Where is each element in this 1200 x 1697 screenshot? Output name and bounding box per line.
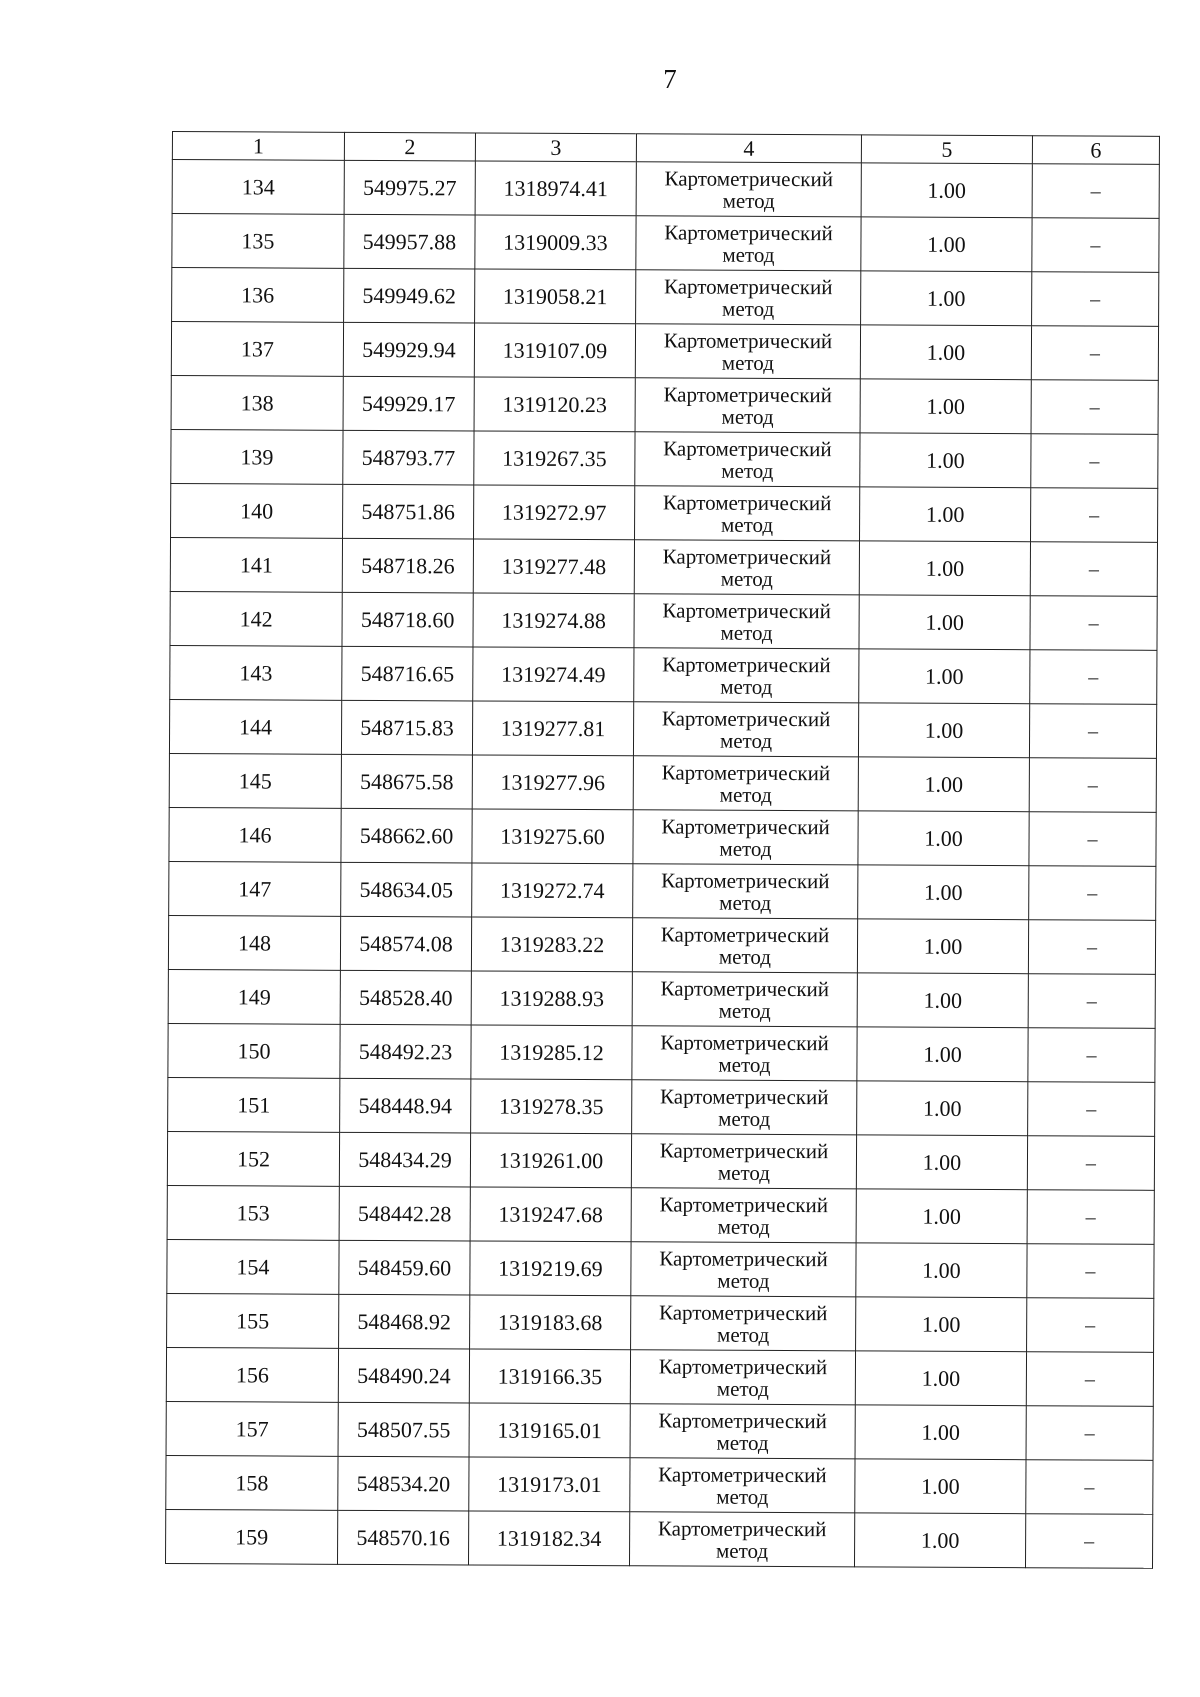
method-cell (634, 594, 859, 649)
note-cell: – (1026, 1406, 1153, 1461)
method-text: метод (718, 998, 771, 1023)
table-row (165, 1509, 1152, 1568)
accuracy-cell: 1.00 (856, 1135, 1027, 1190)
y-coordinate-cell: 1319272.74 (472, 863, 633, 918)
method-text: метод (717, 1160, 771, 1185)
point-number-cell: 137 (171, 322, 343, 377)
y-coordinate-cell: 1319277.48 (473, 539, 634, 594)
point-number-cell: 158 (166, 1455, 338, 1510)
y-coordinate-cell: 1319274.88 (473, 593, 634, 648)
method-text: метод (722, 242, 775, 267)
method-text: Картометрический (661, 867, 830, 893)
x-coordinate-cell: 548751.86 (343, 484, 474, 539)
note-cell: – (1028, 920, 1155, 975)
accuracy-cell: 1.00 (861, 271, 1032, 326)
method-text: метод (720, 674, 773, 699)
accuracy-cell: 1.00 (857, 1081, 1028, 1136)
table-row (167, 1131, 1154, 1190)
accuracy-cell: 1.00 (861, 163, 1032, 218)
header-col-5: 5 (861, 135, 1032, 164)
note-cell: – (1029, 758, 1156, 813)
point-number-cell: 152 (167, 1131, 339, 1186)
method-text: метод (721, 404, 774, 429)
method-cell (635, 378, 860, 433)
method-cell (630, 1458, 855, 1513)
y-coordinate-cell: 1319166.35 (469, 1349, 630, 1404)
y-coordinate-cell: 1319285.12 (471, 1025, 632, 1080)
method-cell (636, 162, 861, 217)
y-coordinate-cell: 1319182.34 (468, 1511, 629, 1566)
method-cell (630, 1404, 855, 1459)
table-row (168, 969, 1155, 1028)
table-row (171, 483, 1158, 542)
x-coordinate-cell: 548675.58 (341, 754, 472, 809)
x-coordinate-cell: 549975.27 (344, 160, 475, 215)
accuracy-cell: 1.00 (856, 1189, 1027, 1244)
note-cell: – (1029, 704, 1156, 759)
point-number-cell: 150 (168, 1023, 340, 1078)
header-col-2: 2 (344, 132, 475, 161)
y-coordinate-cell: 1319275.60 (472, 809, 633, 864)
table-row (167, 1239, 1154, 1298)
x-coordinate-cell: 549929.94 (343, 322, 474, 377)
x-coordinate-cell: 548507.55 (338, 1402, 469, 1457)
x-coordinate-cell: 548793.77 (343, 430, 474, 485)
note-cell: – (1025, 1514, 1152, 1569)
method-cell (634, 648, 859, 703)
method-cell (631, 1242, 856, 1297)
method-text: Картометрический (663, 381, 833, 407)
method-cell (635, 324, 860, 379)
method-text: метод (717, 1214, 770, 1239)
point-number-cell: 153 (167, 1185, 339, 1240)
y-coordinate-cell: 1319009.33 (475, 215, 636, 270)
point-number-cell: 136 (172, 268, 344, 323)
table-row (172, 268, 1159, 327)
method-text: Картометрический (662, 597, 831, 623)
table-row (166, 1401, 1153, 1460)
y-coordinate-cell: 1319267.35 (474, 431, 635, 486)
accuracy-cell: 1.00 (858, 865, 1029, 920)
method-text: Картометрический (658, 1407, 827, 1433)
y-coordinate-cell: 1319261.00 (470, 1133, 631, 1188)
method-text: метод (719, 782, 772, 807)
y-coordinate-cell: 1319277.96 (472, 755, 633, 810)
method-cell (632, 1080, 857, 1135)
point-number-cell: 135 (172, 214, 344, 269)
method-cell (635, 486, 860, 541)
x-coordinate-cell: 548718.60 (342, 592, 473, 647)
x-coordinate-cell: 549949.62 (344, 268, 475, 323)
accuracy-cell: 1.00 (860, 379, 1031, 434)
y-coordinate-cell: 1319165.01 (469, 1403, 630, 1458)
table-row (168, 1077, 1155, 1136)
method-text: метод (717, 1322, 770, 1347)
method-cell (632, 1026, 857, 1081)
method-text: Картометрический (664, 165, 834, 191)
method-text: метод (719, 890, 772, 915)
method-text: Картометрический (661, 813, 830, 839)
accuracy-cell: 1.00 (858, 757, 1029, 812)
accuracy-cell: 1.00 (858, 811, 1029, 866)
point-number-cell: 138 (171, 375, 343, 430)
method-text: метод (722, 296, 775, 321)
method-text: Картометрический (663, 435, 832, 461)
y-coordinate-cell: 1319247.68 (470, 1187, 631, 1242)
table-row (171, 375, 1158, 434)
x-coordinate-cell: 549929.17 (343, 376, 474, 431)
point-number-cell: 134 (172, 160, 344, 215)
note-cell: – (1030, 596, 1157, 651)
x-coordinate-cell: 548448.94 (340, 1078, 471, 1133)
y-coordinate-cell: 1319288.93 (471, 971, 632, 1026)
accuracy-cell: 1.00 (857, 919, 1028, 974)
point-number-cell: 159 (165, 1509, 337, 1564)
point-number-cell: 147 (169, 861, 341, 916)
x-coordinate-cell: 548490.24 (338, 1348, 469, 1403)
method-cell (635, 432, 860, 487)
point-number-cell: 151 (168, 1077, 340, 1132)
method-text: метод (717, 1268, 770, 1293)
method-text: Картометрический (659, 1191, 829, 1217)
note-cell: – (1028, 1028, 1155, 1083)
method-cell (633, 810, 858, 865)
x-coordinate-cell: 548716.65 (342, 646, 473, 701)
method-cell (631, 1188, 856, 1243)
header-col-4: 4 (636, 134, 861, 163)
point-number-cell: 154 (167, 1239, 339, 1294)
method-text: метод (720, 566, 773, 591)
table-row (170, 537, 1157, 596)
y-coordinate-cell: 1319283.22 (471, 917, 632, 972)
y-coordinate-cell: 1319183.68 (470, 1295, 631, 1350)
accuracy-cell: 1.00 (857, 1027, 1028, 1082)
y-coordinate-cell: 1319278.35 (471, 1079, 632, 1134)
accuracy-cell: 1.00 (861, 217, 1032, 272)
method-text: метод (721, 350, 774, 375)
accuracy-cell: 1.00 (855, 1459, 1026, 1514)
method-text: Картометрический (658, 1299, 828, 1325)
note-cell: – (1030, 542, 1157, 597)
y-coordinate-cell: 1319219.69 (470, 1241, 631, 1296)
method-text: метод (718, 1106, 771, 1131)
method-cell (631, 1134, 856, 1189)
method-cell (630, 1350, 855, 1405)
method-text: Картометрический (660, 1029, 829, 1055)
point-number-cell: 146 (169, 807, 341, 862)
method-text: метод (719, 836, 772, 861)
table-row (166, 1347, 1153, 1406)
note-cell: – (1031, 434, 1158, 489)
method-text: метод (718, 1052, 771, 1077)
method-cell (636, 270, 861, 325)
y-coordinate-cell: 1319173.01 (469, 1457, 630, 1512)
accuracy-cell: 1.00 (859, 595, 1030, 650)
table-row (166, 1455, 1153, 1514)
note-cell: – (1031, 326, 1158, 381)
method-cell (633, 864, 858, 919)
method-text: Картометрический (662, 651, 831, 677)
table-row (169, 699, 1156, 758)
accuracy-cell: 1.00 (858, 703, 1029, 758)
header-col-3: 3 (475, 133, 636, 162)
y-coordinate-cell: 1319058.21 (475, 269, 636, 324)
point-number-cell: 139 (171, 429, 343, 484)
y-coordinate-cell: 1319277.81 (472, 701, 633, 756)
table-body (165, 160, 1159, 1569)
accuracy-cell: 1.00 (855, 1351, 1026, 1406)
accuracy-cell: 1.00 (855, 1405, 1026, 1460)
accuracy-cell: 1.00 (856, 1243, 1027, 1298)
method-text: метод (716, 1430, 769, 1455)
x-coordinate-cell: 548528.40 (340, 970, 471, 1025)
method-text: Картометрический (663, 273, 833, 299)
accuracy-cell: 1.00 (856, 1297, 1027, 1352)
note-cell: – (1029, 812, 1156, 867)
table-row (171, 322, 1158, 381)
method-text: Картометрический (658, 1353, 828, 1379)
method-text: Картометрический (660, 975, 830, 1001)
y-coordinate-cell: 1318974.41 (475, 161, 636, 216)
point-number-cell: 148 (168, 915, 340, 970)
method-cell (632, 918, 857, 973)
note-cell: – (1030, 650, 1157, 705)
y-coordinate-cell: 1319272.97 (474, 485, 635, 540)
note-cell: – (1027, 1136, 1154, 1191)
table-row (170, 645, 1157, 704)
method-cell (636, 216, 861, 271)
x-coordinate-cell: 549957.88 (344, 214, 475, 269)
method-text: Картометрический (661, 705, 831, 731)
x-coordinate-cell: 548459.60 (339, 1240, 470, 1295)
method-text: метод (720, 620, 773, 645)
method-text: Картометрический (662, 543, 832, 569)
method-cell (633, 702, 858, 757)
note-cell: – (1027, 1298, 1154, 1353)
x-coordinate-cell: 548662.60 (341, 808, 472, 863)
x-coordinate-cell: 548715.83 (341, 700, 472, 755)
table-row (169, 861, 1156, 920)
header-col-1: 1 (172, 132, 344, 161)
accuracy-cell: 1.00 (860, 487, 1031, 542)
method-text: метод (719, 728, 773, 753)
method-text: метод (721, 458, 774, 483)
method-text: Картометрический (661, 759, 831, 785)
point-number-cell: 144 (169, 699, 341, 754)
x-coordinate-cell: 548534.20 (338, 1456, 469, 1511)
x-coordinate-cell: 548570.16 (337, 1510, 468, 1565)
note-cell: – (1026, 1460, 1153, 1515)
note-cell: – (1027, 1190, 1154, 1245)
method-text: метод (722, 188, 775, 213)
table-row (170, 591, 1157, 650)
note-cell: – (1032, 164, 1159, 219)
point-number-cell: 156 (166, 1347, 338, 1402)
point-number-cell: 149 (168, 969, 340, 1024)
point-number-cell: 143 (170, 645, 342, 700)
method-text: Картометрический (663, 327, 833, 353)
method-text: Картометрический (659, 1083, 829, 1109)
method-cell (631, 1296, 856, 1351)
point-number-cell: 145 (169, 753, 341, 808)
note-cell: – (1031, 380, 1158, 435)
note-cell: – (1032, 272, 1159, 327)
table-row (168, 1023, 1155, 1082)
table-row (172, 160, 1159, 219)
x-coordinate-cell: 548468.92 (339, 1294, 470, 1349)
note-cell: – (1031, 488, 1158, 543)
table-row (169, 807, 1156, 866)
method-cell (634, 540, 859, 595)
note-cell: – (1027, 1244, 1154, 1299)
point-number-cell: 155 (167, 1293, 339, 1348)
point-number-cell: 142 (170, 591, 342, 646)
x-coordinate-cell: 548574.08 (340, 916, 471, 971)
note-cell: – (1032, 218, 1159, 273)
accuracy-cell: 1.00 (857, 973, 1028, 1028)
page-number: 7 (663, 64, 677, 94)
method-text: метод (716, 1484, 769, 1509)
table-row (172, 214, 1159, 273)
method-text: Картометрический (659, 1137, 829, 1163)
y-coordinate-cell: 1319107.09 (474, 323, 635, 378)
note-cell: – (1028, 1082, 1155, 1137)
method-cell (632, 972, 857, 1027)
note-cell: – (1028, 974, 1155, 1029)
method-text: метод (720, 512, 774, 537)
method-text: метод (715, 1538, 769, 1563)
method-text: Картометрический (660, 921, 830, 947)
table-row (167, 1293, 1154, 1352)
x-coordinate-cell: 548634.05 (341, 862, 472, 917)
x-coordinate-cell: 548492.23 (340, 1024, 471, 1079)
method-text: Картометрический (659, 1245, 828, 1271)
x-coordinate-cell: 548442.28 (339, 1186, 470, 1241)
accuracy-cell: 1.00 (859, 541, 1030, 596)
method-cell (633, 756, 858, 811)
table-row (171, 429, 1158, 488)
method-cell (629, 1512, 854, 1567)
method-text: Картометрический (662, 489, 832, 515)
table-row (169, 753, 1156, 812)
table-row (167, 1185, 1154, 1244)
y-coordinate-cell: 1319120.23 (474, 377, 635, 432)
point-number-cell: 157 (166, 1401, 338, 1456)
header-col-6: 6 (1032, 136, 1159, 165)
point-number-cell: 140 (171, 483, 343, 538)
accuracy-cell: 1.00 (854, 1513, 1025, 1568)
note-cell: – (1026, 1352, 1153, 1407)
method-text: метод (718, 944, 772, 969)
method-text: Картометрический (658, 1461, 827, 1487)
point-number-cell: 141 (170, 537, 342, 592)
coordinates-table (165, 131, 1160, 1569)
method-text: метод (716, 1376, 769, 1401)
x-coordinate-cell: 548718.26 (342, 538, 473, 593)
accuracy-cell: 1.00 (860, 433, 1031, 488)
accuracy-cell: 1.00 (859, 649, 1030, 704)
method-text: Картометрический (657, 1515, 827, 1541)
accuracy-cell: 1.00 (860, 325, 1031, 380)
y-coordinate-cell: 1319274.49 (473, 647, 634, 702)
x-coordinate-cell: 548434.29 (339, 1132, 470, 1187)
note-cell: – (1029, 866, 1156, 921)
table-row (168, 915, 1155, 974)
method-text: Картометрический (664, 219, 833, 245)
